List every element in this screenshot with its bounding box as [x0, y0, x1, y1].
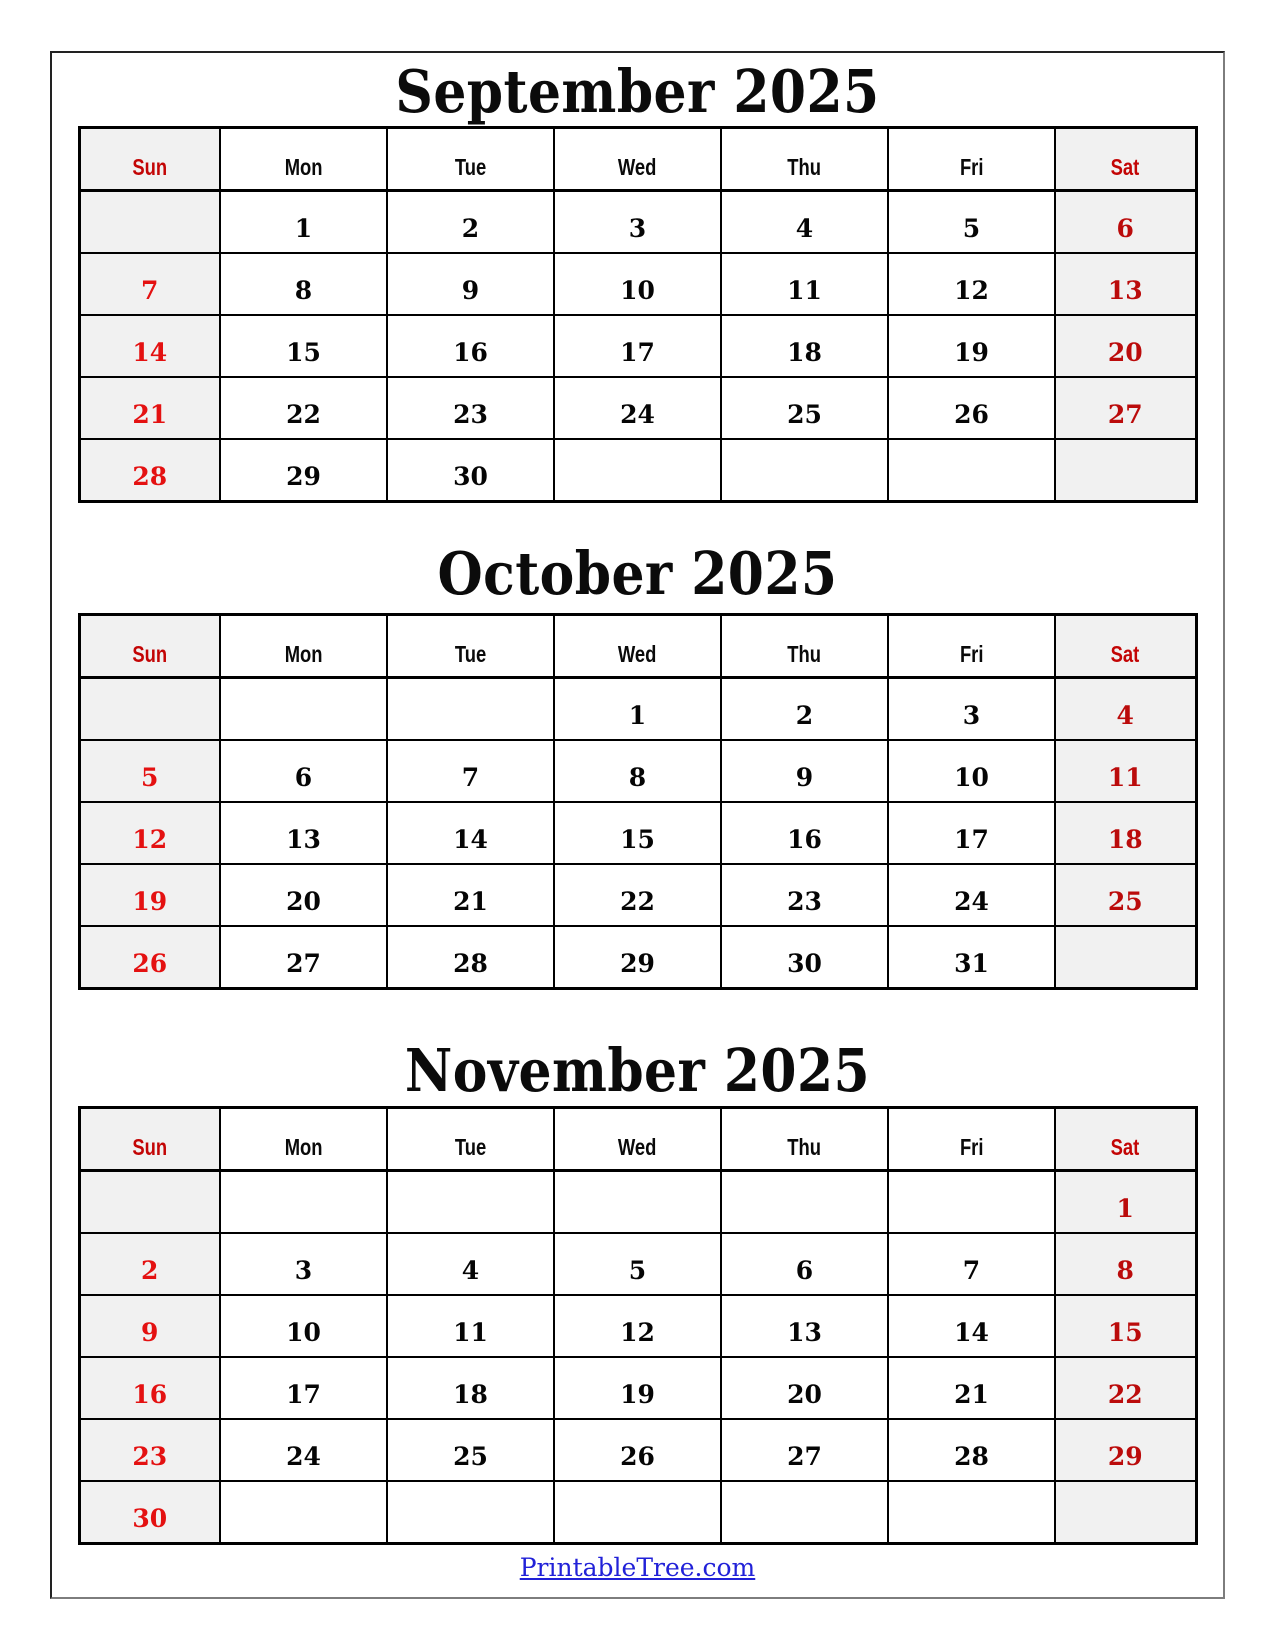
empty-day-cell — [220, 1171, 387, 1234]
page-frame — [50, 51, 1225, 1599]
empty-day-cell — [888, 1481, 1055, 1544]
day-cell: 27 — [1055, 377, 1196, 439]
weekday-label: Mon — [284, 154, 323, 180]
day-cell: 17 — [220, 1357, 387, 1419]
day-cell: 7 — [79, 253, 220, 315]
day-cell: 22 — [1055, 1357, 1196, 1419]
calendar-week-row — [79, 315, 1196, 377]
day-cell: 18 — [1055, 802, 1196, 864]
day-cell: 22 — [220, 377, 387, 439]
empty-day-cell — [554, 1171, 721, 1234]
day-cell: 28 — [79, 439, 220, 502]
day-cell: 21 — [79, 377, 220, 439]
months-container — [52, 57, 1223, 1545]
weekday-header-fri — [888, 1108, 1055, 1171]
weekday-label: Fri — [959, 641, 984, 667]
empty-day-cell — [79, 678, 220, 741]
weekday-label: Tue — [454, 154, 487, 180]
day-cell: 4 — [721, 191, 888, 254]
day-cell: 29 — [1055, 1419, 1196, 1481]
weekday-header-sun — [79, 1108, 220, 1171]
weekday-header-mon — [220, 615, 387, 678]
day-cell: 1 — [220, 191, 387, 254]
day-cell: 13 — [220, 802, 387, 864]
day-cell: 5 — [888, 191, 1055, 254]
month-section-september-2025 — [52, 57, 1223, 503]
weekday-label: Wed — [618, 641, 657, 667]
empty-day-cell — [1055, 439, 1196, 502]
weekday-label: Fri — [959, 1134, 984, 1160]
day-cell: 23 — [79, 1419, 220, 1481]
day-cell: 8 — [1055, 1233, 1196, 1295]
empty-day-cell — [79, 1171, 220, 1234]
day-cell: 20 — [1055, 315, 1196, 377]
weekday-header-sat — [1055, 1108, 1196, 1171]
weekday-header-tue — [387, 615, 554, 678]
weekday-header-mon — [220, 128, 387, 191]
day-cell: 30 — [387, 439, 554, 502]
day-cell: 3 — [220, 1233, 387, 1295]
weekday-label: Thu — [787, 641, 822, 667]
day-cell: 15 — [554, 802, 721, 864]
empty-day-cell — [387, 1481, 554, 1544]
day-cell: 25 — [387, 1419, 554, 1481]
weekday-header-mon — [220, 1108, 387, 1171]
weekday-label: Fri — [959, 154, 984, 180]
calendar-week-row — [79, 439, 1196, 502]
weekday-header-sat — [1055, 128, 1196, 191]
calendar-week-row — [79, 864, 1196, 926]
day-cell: 30 — [721, 926, 888, 989]
calendar-week-row — [79, 253, 1196, 315]
empty-day-cell — [220, 678, 387, 741]
day-cell: 26 — [554, 1419, 721, 1481]
day-cell: 10 — [554, 253, 721, 315]
day-cell: 16 — [721, 802, 888, 864]
day-cell: 19 — [888, 315, 1055, 377]
empty-day-cell — [554, 1481, 721, 1544]
weekday-header-row — [79, 615, 1196, 678]
page-footer — [52, 1553, 1223, 1582]
weekday-label: Wed — [618, 154, 657, 180]
day-cell: 24 — [220, 1419, 387, 1481]
calendar-week-row — [79, 1171, 1196, 1234]
weekday-header-sun — [79, 128, 220, 191]
weekday-header-fri — [888, 615, 1055, 678]
day-cell: 12 — [79, 802, 220, 864]
day-cell: 31 — [888, 926, 1055, 989]
day-cell: 11 — [387, 1295, 554, 1357]
weekday-label: Tue — [454, 641, 487, 667]
day-cell: 14 — [79, 315, 220, 377]
weekday-header-thu — [721, 615, 888, 678]
weekday-header-thu — [721, 1108, 888, 1171]
day-cell: 2 — [387, 191, 554, 254]
empty-day-cell — [79, 191, 220, 254]
weekday-label: Mon — [284, 1134, 323, 1160]
calendar-week-row — [79, 802, 1196, 864]
empty-day-cell — [721, 1171, 888, 1234]
month-section-november-2025 — [52, 1036, 1223, 1545]
calendar-week-row — [79, 1419, 1196, 1481]
footer-link[interactable]: PrintableTree.com — [519, 1553, 756, 1582]
day-cell: 17 — [554, 315, 721, 377]
weekday-label: Sat — [1110, 154, 1140, 180]
day-cell: 13 — [1055, 253, 1196, 315]
day-cell: 18 — [387, 1357, 554, 1419]
day-cell: 14 — [387, 802, 554, 864]
day-cell: 10 — [888, 740, 1055, 802]
day-cell: 12 — [888, 253, 1055, 315]
day-cell: 28 — [387, 926, 554, 989]
day-cell: 23 — [387, 377, 554, 439]
day-cell: 21 — [387, 864, 554, 926]
weekday-label: Thu — [787, 154, 822, 180]
month-section-october-2025 — [52, 539, 1223, 990]
calendar-week-row — [79, 1295, 1196, 1357]
day-cell: 1 — [1055, 1171, 1196, 1234]
empty-day-cell — [721, 439, 888, 502]
day-cell: 14 — [888, 1295, 1055, 1357]
weekday-label: Wed — [618, 1134, 657, 1160]
day-cell: 17 — [888, 802, 1055, 864]
day-cell: 6 — [220, 740, 387, 802]
weekday-header-row — [79, 128, 1196, 191]
weekday-label: Sun — [132, 641, 168, 667]
day-cell: 8 — [554, 740, 721, 802]
weekday-label: Sat — [1110, 1134, 1140, 1160]
day-cell: 28 — [888, 1419, 1055, 1481]
month-title: October 2025 — [437, 539, 838, 608]
day-cell: 19 — [554, 1357, 721, 1419]
day-cell: 7 — [387, 740, 554, 802]
day-cell: 5 — [79, 740, 220, 802]
weekday-label: Thu — [787, 1134, 822, 1160]
weekday-label: Sun — [132, 1134, 168, 1160]
calendar-week-row — [79, 740, 1196, 802]
day-cell: 18 — [721, 315, 888, 377]
calendar-week-row — [79, 1481, 1196, 1544]
day-cell: 11 — [721, 253, 888, 315]
calendar-week-row — [79, 1357, 1196, 1419]
day-cell: 27 — [220, 926, 387, 989]
weekday-label: Mon — [284, 641, 323, 667]
weekday-header-wed — [554, 128, 721, 191]
day-cell: 2 — [79, 1233, 220, 1295]
weekday-label: Sun — [132, 154, 168, 180]
day-cell: 12 — [554, 1295, 721, 1357]
day-cell: 30 — [79, 1481, 220, 1544]
day-cell: 7 — [888, 1233, 1055, 1295]
day-cell: 3 — [554, 191, 721, 254]
calendar-table — [78, 126, 1198, 503]
day-cell: 24 — [554, 377, 721, 439]
day-cell: 5 — [554, 1233, 721, 1295]
empty-day-cell — [888, 439, 1055, 502]
day-cell: 3 — [888, 678, 1055, 741]
day-cell: 10 — [220, 1295, 387, 1357]
weekday-header-fri — [888, 128, 1055, 191]
calendar-week-row — [79, 191, 1196, 254]
day-cell: 8 — [220, 253, 387, 315]
day-cell: 25 — [721, 377, 888, 439]
day-cell: 4 — [387, 1233, 554, 1295]
day-cell: 27 — [721, 1419, 888, 1481]
calendar-table — [78, 1106, 1198, 1545]
day-cell: 2 — [721, 678, 888, 741]
day-cell: 15 — [1055, 1295, 1196, 1357]
calendar-week-row — [79, 377, 1196, 439]
day-cell: 9 — [79, 1295, 220, 1357]
day-cell: 6 — [1055, 191, 1196, 254]
day-cell: 1 — [554, 678, 721, 741]
calendar-week-row — [79, 1233, 1196, 1295]
day-cell: 26 — [79, 926, 220, 989]
day-cell: 25 — [1055, 864, 1196, 926]
empty-day-cell — [888, 1171, 1055, 1234]
empty-day-cell — [387, 1171, 554, 1234]
day-cell: 11 — [1055, 740, 1196, 802]
empty-day-cell — [220, 1481, 387, 1544]
day-cell: 16 — [79, 1357, 220, 1419]
day-cell: 20 — [220, 864, 387, 926]
weekday-header-wed — [554, 615, 721, 678]
calendar-week-row — [79, 678, 1196, 741]
weekday-header-sat — [1055, 615, 1196, 678]
weekday-label: Tue — [454, 1134, 487, 1160]
empty-day-cell — [721, 1481, 888, 1544]
weekday-header-row — [79, 1108, 1196, 1171]
empty-day-cell — [387, 678, 554, 741]
day-cell: 29 — [220, 439, 387, 502]
calendar-week-row — [79, 926, 1196, 989]
day-cell: 19 — [79, 864, 220, 926]
day-cell: 9 — [387, 253, 554, 315]
month-title: November 2025 — [404, 1036, 871, 1105]
weekday-header-thu — [721, 128, 888, 191]
day-cell: 15 — [220, 315, 387, 377]
weekday-header-wed — [554, 1108, 721, 1171]
day-cell: 9 — [721, 740, 888, 802]
day-cell: 26 — [888, 377, 1055, 439]
empty-day-cell — [1055, 926, 1196, 989]
day-cell: 4 — [1055, 678, 1196, 741]
weekday-label: Sat — [1110, 641, 1140, 667]
empty-day-cell — [554, 439, 721, 502]
day-cell: 22 — [554, 864, 721, 926]
empty-day-cell — [1055, 1481, 1196, 1544]
weekday-header-tue — [387, 1108, 554, 1171]
day-cell: 6 — [721, 1233, 888, 1295]
day-cell: 29 — [554, 926, 721, 989]
weekday-header-tue — [387, 128, 554, 191]
day-cell: 24 — [888, 864, 1055, 926]
day-cell: 16 — [387, 315, 554, 377]
day-cell: 21 — [888, 1357, 1055, 1419]
day-cell: 23 — [721, 864, 888, 926]
weekday-header-sun — [79, 615, 220, 678]
day-cell: 13 — [721, 1295, 888, 1357]
month-title: September 2025 — [395, 57, 880, 126]
calendar-table — [78, 613, 1198, 990]
day-cell: 20 — [721, 1357, 888, 1419]
